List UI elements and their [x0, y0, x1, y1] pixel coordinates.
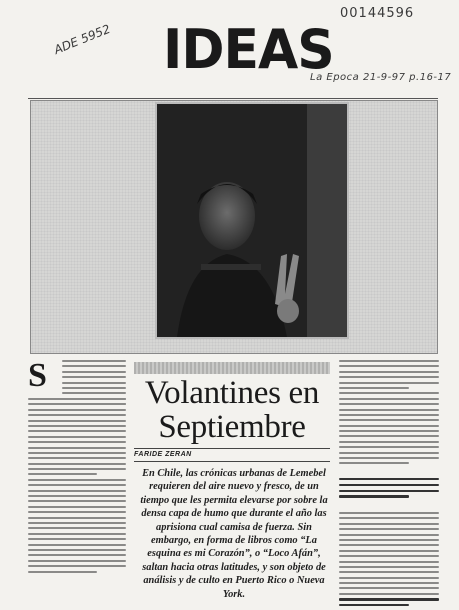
- article-lede: En Chile, las crónicas urbanas de Lemebel requieren del aire nuevo y fresco, de un tiempo que les permita elevarse por sobre la densa capa de humo que durante el año las aprisiona cual camisa de fuerza. Sin embargo, en forma de libros como “La esquina es mi Corazón”, o “Loco Afán”, saltan hacia otras latitudes, y son objeto de análisis y de culto en Puerto Rico o Nueva York.: [140, 468, 328, 600]
- article-byline: FARIDE ZERAN: [134, 451, 192, 458]
- masthead-rule: [28, 98, 438, 99]
- archive-stamp-number: 00144596: [340, 6, 415, 21]
- handwritten-source-date: La Epoca 21-9-97 p.16-17: [310, 72, 452, 83]
- headline-decoration: [134, 362, 330, 374]
- dropcap: S: [28, 357, 47, 394]
- body-column-right-bottom: [339, 512, 439, 610]
- author-photo: [155, 102, 349, 339]
- pull-quote: [339, 478, 439, 501]
- body-column-right-top: [339, 360, 439, 468]
- handwritten-code: ADE 5952: [52, 21, 113, 57]
- body-column-left: [28, 398, 126, 576]
- section-title: IDEAS: [163, 18, 334, 82]
- byline-rule-bottom: [134, 461, 330, 462]
- byline-rule-top: [134, 448, 330, 449]
- article-headline: Volantines en Septiembre: [144, 375, 320, 445]
- portrait-illustration: [157, 104, 347, 337]
